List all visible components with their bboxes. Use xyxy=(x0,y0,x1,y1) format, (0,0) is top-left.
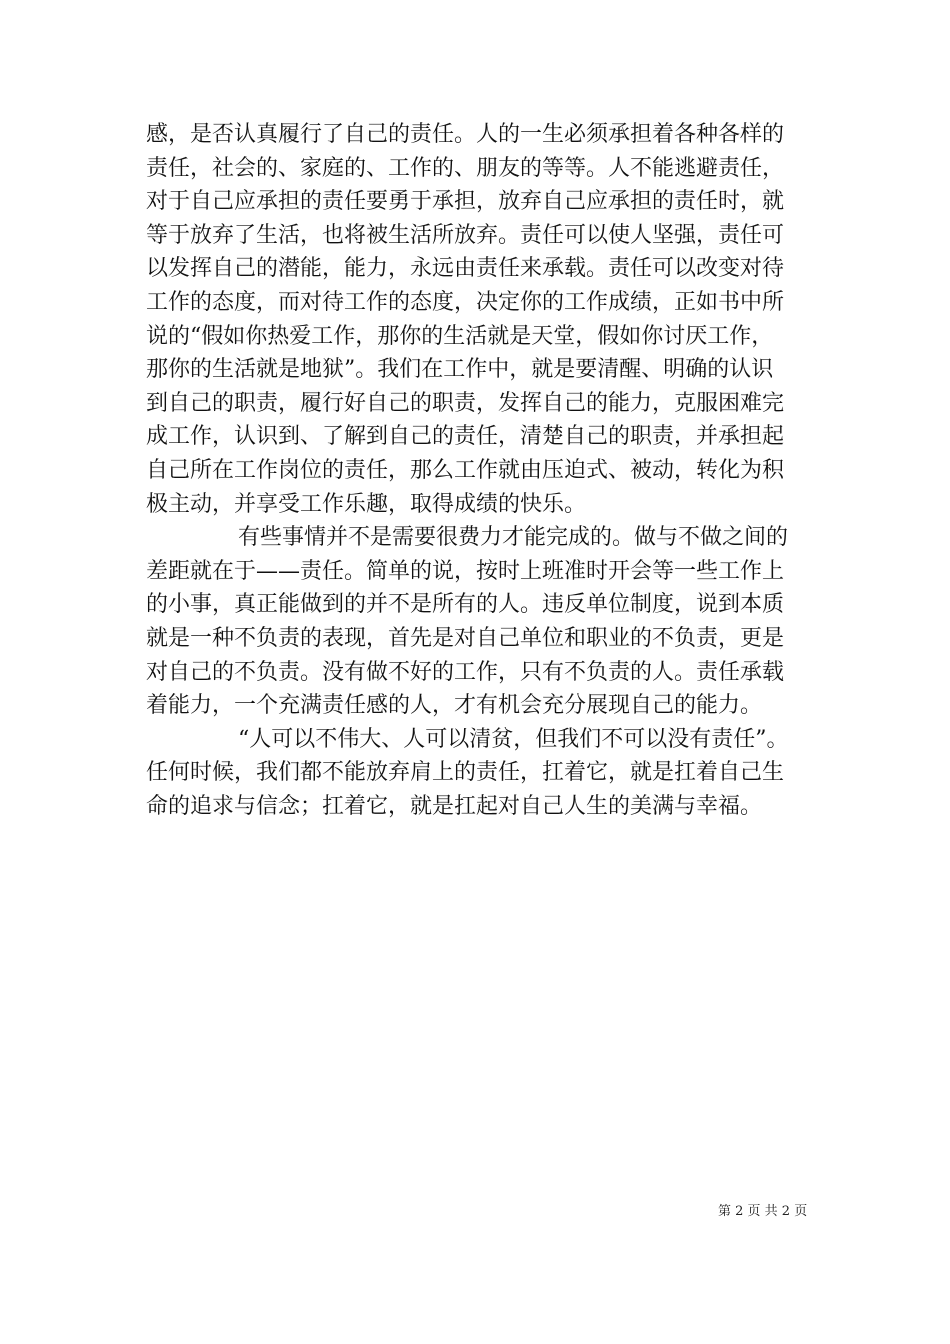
text-line: “人可以不伟大、人可以清贫，但我们不可以没有责任”。 xyxy=(238,726,789,752)
paragraph xyxy=(146,723,808,824)
text-line: 差距就在于——责任。简单的说，按时上班准时开会等一些工作上 xyxy=(146,558,785,584)
paragraph xyxy=(146,118,808,521)
text-line: 到自己的职责，履行好自己的职责，发挥自己的能力，克服困难完 xyxy=(146,390,785,416)
text-line: 以发挥自己的潜能，能力，永远由责任来承载。责任可以改变对待 xyxy=(146,256,785,282)
text-line: 的小事，真正能做到的并不是所有的人。违反单位制度，说到本质 xyxy=(146,592,785,618)
page-number-footer: 第 2 页 共 2 页 xyxy=(718,1204,808,1219)
text-line: 等于放弃了生活，也将被生活所放弃。责任可以使人坚强，责任可 xyxy=(146,222,785,248)
text-line: 有些事情并不是需要很费力才能完成的。做与不做之间的 xyxy=(238,525,789,551)
text-line: 责任，社会的、家庭的、工作的、朋友的等等。人不能逃避责任， xyxy=(146,155,785,181)
text-line: 那你的生活就是地狱”。我们在工作中，就是要清醒、明确的认识 xyxy=(146,357,774,383)
text-line: 极主动，并享受工作乐趣，取得成绩的快乐。 xyxy=(146,491,587,517)
text-line: 就是一种不负责的表现，首先是对自己单位和职业的不负责，更是 xyxy=(146,625,785,651)
document-body xyxy=(146,118,808,823)
text-line: 对于自己应承担的责任要勇于承担，放弃自己应承担的责任时，就 xyxy=(146,189,785,215)
text-line: 感，是否认真履行了自己的责任。人的一生必须承担着各种各样的 xyxy=(146,122,785,147)
text-line: 成工作，认识到、了解到自己的责任，清楚自己的职责，并承担起 xyxy=(146,424,785,450)
text-line: 着能力，一个充满责任感的人，才有机会充分展现自己的能力。 xyxy=(146,693,763,719)
text-line: 工作的态度，而对待工作的态度，决定你的工作成绩，正如书中所 xyxy=(146,289,785,315)
text-line: 任何时候，我们都不能放弃肩上的责任，扛着它，就是扛着自己生 xyxy=(146,760,785,786)
text-line: 命的追求与信念；扛着它，就是扛起对自己人生的美满与幸福。 xyxy=(146,793,763,819)
text-line: 对自己的不负责。没有做不好的工作，只有不负责的人。责任承载 xyxy=(146,659,785,685)
paragraph xyxy=(146,521,808,723)
text-line: 说的“假如你热爱工作，那你的生活就是天堂，假如你讨厌工作， xyxy=(146,323,774,349)
text-line: 自己所在工作岗位的责任，那么工作就由压迫式、被动，转化为积 xyxy=(146,457,785,483)
